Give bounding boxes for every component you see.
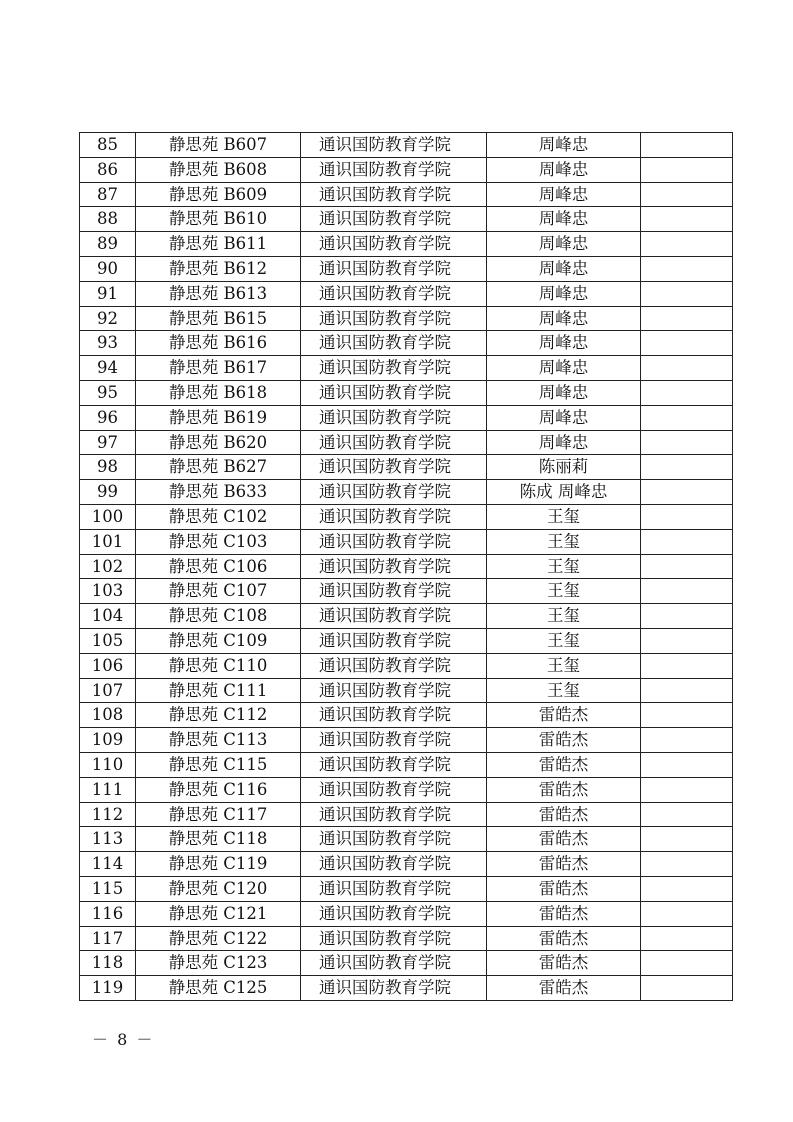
row-number-cell: 91 — [80, 281, 136, 306]
table-row — [80, 628, 733, 653]
college-cell: 通识国防教育学院 — [301, 876, 487, 901]
college-cell: 通识国防教育学院 — [301, 133, 487, 158]
teacher-cell: 王玺 — [487, 554, 641, 579]
room-cell: 静思苑 B617 — [136, 356, 301, 381]
table-row — [80, 232, 733, 257]
row-number-cell: 109 — [80, 728, 136, 753]
teacher-cell: 周峰忠 — [487, 182, 641, 207]
table-row — [80, 529, 733, 554]
college-cell: 通识国防教育学院 — [301, 628, 487, 653]
room-cell: 静思苑 C117 — [136, 802, 301, 827]
room-cell: 静思苑 C123 — [136, 951, 301, 976]
college-cell: 通识国防教育学院 — [301, 256, 487, 281]
note-cell — [641, 653, 733, 678]
note-cell — [641, 504, 733, 529]
row-number-cell: 119 — [80, 976, 136, 1001]
teacher-cell: 王玺 — [487, 678, 641, 703]
table-row — [80, 876, 733, 901]
note-cell — [641, 455, 733, 480]
note-cell — [641, 281, 733, 306]
row-number-cell: 99 — [80, 480, 136, 505]
table-row — [80, 976, 733, 1001]
note-cell — [641, 951, 733, 976]
table-row — [80, 604, 733, 629]
room-cell: 静思苑 B619 — [136, 405, 301, 430]
table-row — [80, 827, 733, 852]
note-cell — [641, 604, 733, 629]
college-cell: 通识国防教育学院 — [301, 430, 487, 455]
college-cell: 通识国防教育学院 — [301, 504, 487, 529]
room-cell: 静思苑 B627 — [136, 455, 301, 480]
college-cell: 通识国防教育学院 — [301, 976, 487, 1001]
teacher-cell: 周峰忠 — [487, 256, 641, 281]
row-number-cell: 103 — [80, 579, 136, 604]
room-cell: 静思苑 C110 — [136, 653, 301, 678]
teacher-cell: 王玺 — [487, 653, 641, 678]
note-cell — [641, 827, 733, 852]
row-number-cell: 106 — [80, 653, 136, 678]
college-cell: 通识国防教育学院 — [301, 405, 487, 430]
row-number-cell: 97 — [80, 430, 136, 455]
college-cell: 通识国防教育学院 — [301, 331, 487, 356]
table-row — [80, 157, 733, 182]
teacher-cell: 王玺 — [487, 504, 641, 529]
note-cell — [641, 728, 733, 753]
table-row — [80, 777, 733, 802]
teacher-cell: 雷皓杰 — [487, 976, 641, 1001]
teacher-cell: 王玺 — [487, 579, 641, 604]
college-cell: 通识国防教育学院 — [301, 827, 487, 852]
college-cell: 通识国防教育学院 — [301, 604, 487, 629]
college-cell: 通识国防教育学院 — [301, 678, 487, 703]
row-number-cell: 104 — [80, 604, 136, 629]
teacher-cell: 周峰忠 — [487, 331, 641, 356]
roster-body — [80, 133, 733, 1001]
row-number-cell: 96 — [80, 405, 136, 430]
row-number-cell: 90 — [80, 256, 136, 281]
college-cell: 通识国防教育学院 — [301, 802, 487, 827]
college-cell: 通识国防教育学院 — [301, 901, 487, 926]
teacher-cell: 周峰忠 — [487, 232, 641, 257]
row-number-cell: 118 — [80, 951, 136, 976]
room-cell: 静思苑 B618 — [136, 380, 301, 405]
room-cell: 静思苑 C122 — [136, 926, 301, 951]
table-row — [80, 926, 733, 951]
college-cell: 通识国防教育学院 — [301, 356, 487, 381]
room-cell: 静思苑 B620 — [136, 430, 301, 455]
table-row — [80, 182, 733, 207]
row-number-cell: 94 — [80, 356, 136, 381]
room-cell: 静思苑 C125 — [136, 976, 301, 1001]
note-cell — [641, 306, 733, 331]
room-cell: 静思苑 B616 — [136, 331, 301, 356]
note-cell — [641, 876, 733, 901]
note-cell — [641, 256, 733, 281]
note-cell — [641, 752, 733, 777]
room-cell: 静思苑 B612 — [136, 256, 301, 281]
table-row — [80, 430, 733, 455]
teacher-cell: 周峰忠 — [487, 207, 641, 232]
teacher-cell: 周峰忠 — [487, 133, 641, 158]
teacher-cell: 雷皓杰 — [487, 728, 641, 753]
room-cell: 静思苑 C120 — [136, 876, 301, 901]
college-cell: 通识国防教育学院 — [301, 232, 487, 257]
room-cell: 静思苑 C113 — [136, 728, 301, 753]
row-number-cell: 92 — [80, 306, 136, 331]
table-row — [80, 554, 733, 579]
note-cell — [641, 628, 733, 653]
teacher-cell: 雷皓杰 — [487, 703, 641, 728]
room-cell: 静思苑 C121 — [136, 901, 301, 926]
teacher-cell: 雷皓杰 — [487, 876, 641, 901]
college-cell: 通识国防教育学院 — [301, 529, 487, 554]
teacher-cell: 陈丽莉 — [487, 455, 641, 480]
teacher-cell: 雷皓杰 — [487, 852, 641, 877]
teacher-cell: 周峰忠 — [487, 430, 641, 455]
room-cell: 静思苑 B611 — [136, 232, 301, 257]
note-cell — [641, 703, 733, 728]
table-row — [80, 678, 733, 703]
row-number-cell: 102 — [80, 554, 136, 579]
college-cell: 通识国防教育学院 — [301, 579, 487, 604]
row-number-cell: 108 — [80, 703, 136, 728]
room-cell: 静思苑 C107 — [136, 579, 301, 604]
row-number-cell: 111 — [80, 777, 136, 802]
row-number-cell: 113 — [80, 827, 136, 852]
note-cell — [641, 133, 733, 158]
college-cell: 通识国防教育学院 — [301, 380, 487, 405]
teacher-cell: 周峰忠 — [487, 281, 641, 306]
college-cell: 通识国防教育学院 — [301, 281, 487, 306]
table-row — [80, 653, 733, 678]
table-row — [80, 455, 733, 480]
row-number-cell: 107 — [80, 678, 136, 703]
note-cell — [641, 579, 733, 604]
room-cell: 静思苑 B607 — [136, 133, 301, 158]
table-row — [80, 207, 733, 232]
college-cell: 通识国防教育学院 — [301, 951, 487, 976]
table-row — [80, 256, 733, 281]
row-number-cell: 105 — [80, 628, 136, 653]
row-number-cell: 88 — [80, 207, 136, 232]
row-number-cell: 117 — [80, 926, 136, 951]
note-cell — [641, 976, 733, 1001]
table-row — [80, 901, 733, 926]
table-row — [80, 356, 733, 381]
row-number-cell: 116 — [80, 901, 136, 926]
note-cell — [641, 678, 733, 703]
room-cell: 静思苑 C116 — [136, 777, 301, 802]
college-cell: 通识国防教育学院 — [301, 480, 487, 505]
note-cell — [641, 380, 733, 405]
room-cell: 静思苑 B610 — [136, 207, 301, 232]
teacher-cell: 雷皓杰 — [487, 926, 641, 951]
note-cell — [641, 430, 733, 455]
table-row — [80, 703, 733, 728]
teacher-cell: 周峰忠 — [487, 306, 641, 331]
row-number-cell: 89 — [80, 232, 136, 257]
room-cell: 静思苑 C115 — [136, 752, 301, 777]
table-row — [80, 331, 733, 356]
room-cell: 静思苑 C112 — [136, 703, 301, 728]
room-cell: 静思苑 C102 — [136, 504, 301, 529]
row-number-cell: 112 — [80, 802, 136, 827]
college-cell: 通识国防教育学院 — [301, 728, 487, 753]
row-number-cell: 86 — [80, 157, 136, 182]
note-cell — [641, 207, 733, 232]
teacher-cell: 雷皓杰 — [487, 802, 641, 827]
note-cell — [641, 777, 733, 802]
table-row — [80, 728, 733, 753]
note-cell — [641, 852, 733, 877]
row-number-cell: 115 — [80, 876, 136, 901]
room-cell: 静思苑 B613 — [136, 281, 301, 306]
row-number-cell: 95 — [80, 380, 136, 405]
college-cell: 通识国防教育学院 — [301, 752, 487, 777]
table-row — [80, 281, 733, 306]
teacher-cell: 雷皓杰 — [487, 901, 641, 926]
table-row — [80, 306, 733, 331]
room-cell: 静思苑 B608 — [136, 157, 301, 182]
room-cell: 静思苑 B615 — [136, 306, 301, 331]
teacher-cell: 王玺 — [487, 604, 641, 629]
room-cell: 静思苑 C118 — [136, 827, 301, 852]
room-cell: 静思苑 C111 — [136, 678, 301, 703]
college-cell: 通识国防教育学院 — [301, 455, 487, 480]
teacher-cell: 周峰忠 — [487, 405, 641, 430]
table-row — [80, 951, 733, 976]
note-cell — [641, 529, 733, 554]
row-number-cell: 85 — [80, 133, 136, 158]
note-cell — [641, 331, 733, 356]
room-cell: 静思苑 C103 — [136, 529, 301, 554]
college-cell: 通识国防教育学院 — [301, 777, 487, 802]
teacher-cell: 王玺 — [487, 529, 641, 554]
note-cell — [641, 554, 733, 579]
room-cell: 静思苑 C108 — [136, 604, 301, 629]
row-number-cell: 100 — [80, 504, 136, 529]
room-cell: 静思苑 B633 — [136, 480, 301, 505]
row-number-cell: 101 — [80, 529, 136, 554]
note-cell — [641, 182, 733, 207]
row-number-cell: 110 — [80, 752, 136, 777]
note-cell — [641, 926, 733, 951]
table-row — [80, 405, 733, 430]
teacher-cell: 雷皓杰 — [487, 777, 641, 802]
table-row — [80, 852, 733, 877]
dormitory-roster-table — [79, 132, 733, 1001]
table-row — [80, 480, 733, 505]
teacher-cell: 王玺 — [487, 628, 641, 653]
teacher-cell: 陈成 周峰忠 — [487, 480, 641, 505]
college-cell: 通识国防教育学院 — [301, 703, 487, 728]
table-row — [80, 579, 733, 604]
table-row — [80, 504, 733, 529]
teacher-cell: 周峰忠 — [487, 157, 641, 182]
teacher-cell: 周峰忠 — [487, 356, 641, 381]
college-cell: 通识国防教育学院 — [301, 852, 487, 877]
room-cell: 静思苑 C106 — [136, 554, 301, 579]
row-number-cell: 98 — [80, 455, 136, 480]
note-cell — [641, 802, 733, 827]
room-cell: 静思苑 B609 — [136, 182, 301, 207]
college-cell: 通识国防教育学院 — [301, 653, 487, 678]
table-row — [80, 133, 733, 158]
teacher-cell: 雷皓杰 — [487, 951, 641, 976]
note-cell — [641, 232, 733, 257]
table-row — [80, 380, 733, 405]
note-cell — [641, 901, 733, 926]
college-cell: 通识国防教育学院 — [301, 182, 487, 207]
teacher-cell: 雷皓杰 — [487, 752, 641, 777]
note-cell — [641, 480, 733, 505]
row-number-cell: 93 — [80, 331, 136, 356]
note-cell — [641, 405, 733, 430]
table-row — [80, 752, 733, 777]
page-number: － 8 － — [92, 1030, 155, 1049]
note-cell — [641, 157, 733, 182]
college-cell: 通识国防教育学院 — [301, 157, 487, 182]
college-cell: 通识国防教育学院 — [301, 207, 487, 232]
teacher-cell: 周峰忠 — [487, 380, 641, 405]
college-cell: 通识国防教育学院 — [301, 554, 487, 579]
table-row — [80, 802, 733, 827]
college-cell: 通识国防教育学院 — [301, 926, 487, 951]
note-cell — [641, 356, 733, 381]
room-cell: 静思苑 C119 — [136, 852, 301, 877]
row-number-cell: 87 — [80, 182, 136, 207]
teacher-cell: 雷皓杰 — [487, 827, 641, 852]
college-cell: 通识国防教育学院 — [301, 306, 487, 331]
room-cell: 静思苑 C109 — [136, 628, 301, 653]
row-number-cell: 114 — [80, 852, 136, 877]
